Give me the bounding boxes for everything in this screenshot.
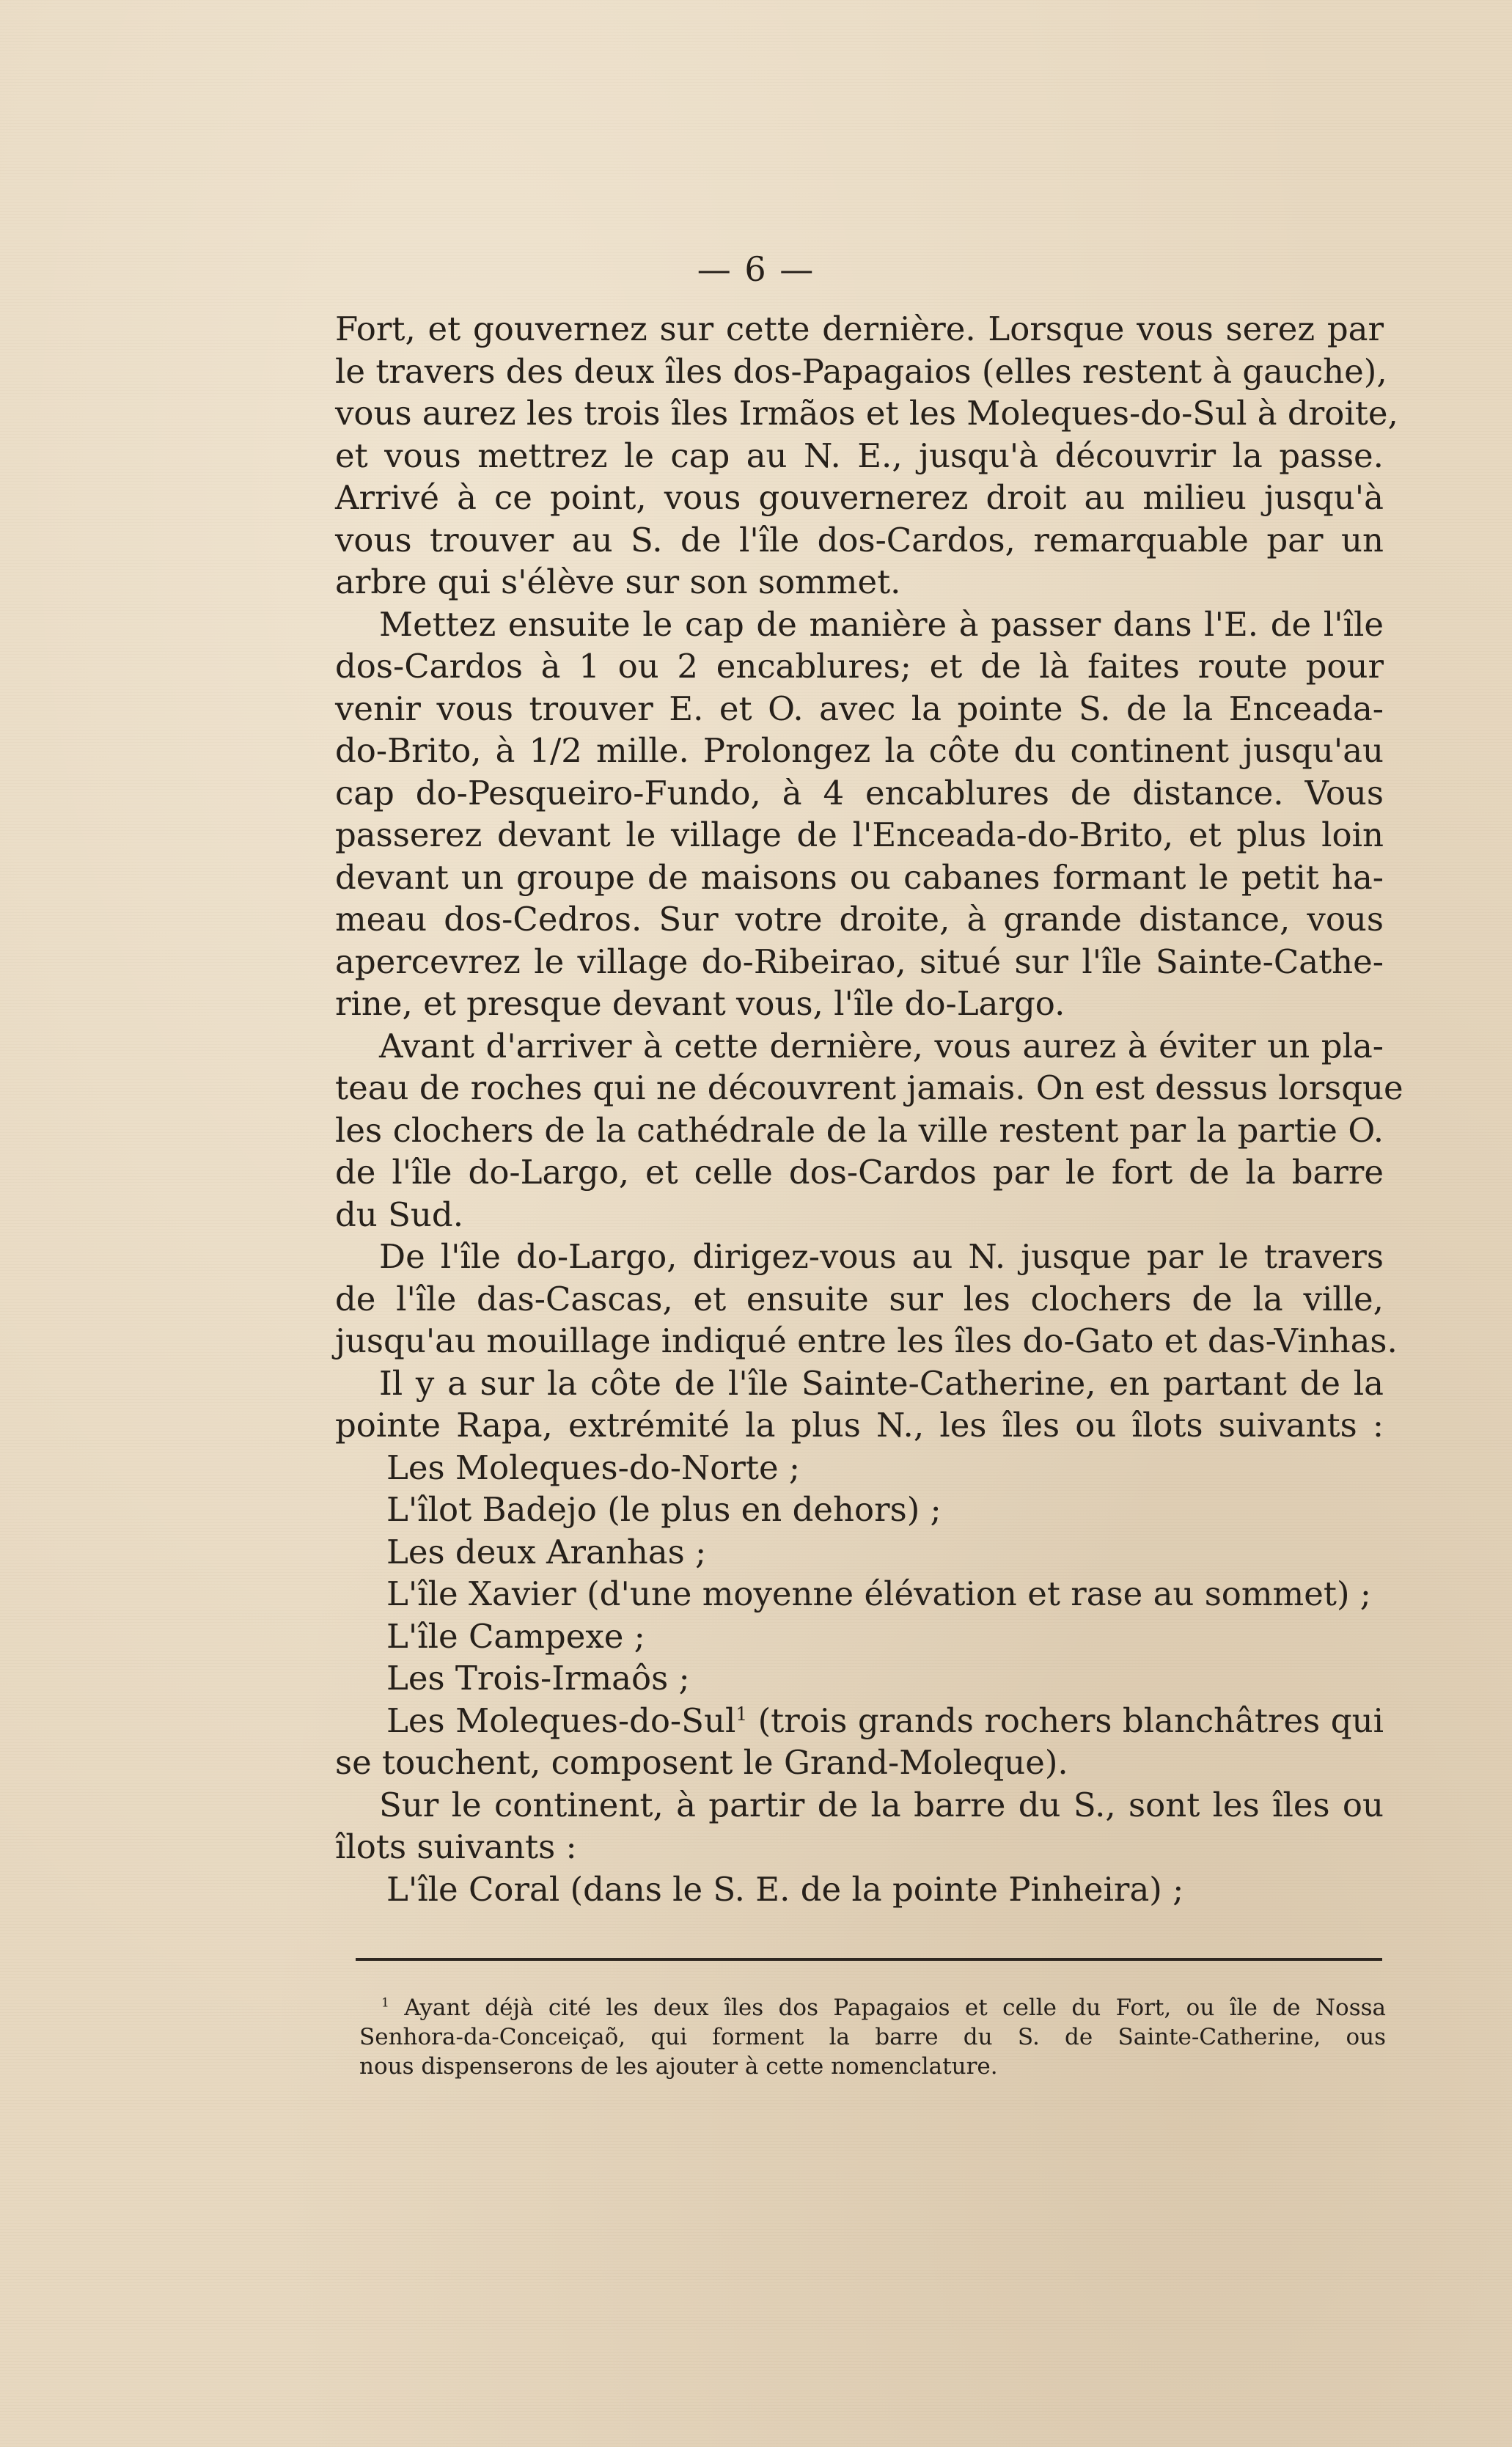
body-line: cap do-Pesqueiro-Fundo, à 4 encablures de distance. Vous: [335, 773, 1384, 812]
body-line: se touchent, composent le Grand-Moleque).: [335, 1743, 1068, 1782]
body-line: teau de roches qui ne découvrent jamais. On est dessus lorsque: [335, 1068, 1403, 1107]
footnote-text: Ayant déjà cité les deux îles dos Papagaios et celle du Fort, ou île de Nossa: [404, 1995, 1386, 2021]
footnote-reference: 1: [735, 1703, 748, 1725]
body-line: pointe Rapa, extrémité la plus N., les îles ou îlots suivants :: [335, 1406, 1384, 1445]
body-line: vous trouver au S. de l'île dos-Cardos, remarquable par un: [335, 520, 1384, 560]
body-line: De l'île do-Largo, dirigez-vous au N. jusque par le travers: [379, 1237, 1384, 1276]
body-line: de l'île do-Largo, et celle dos-Cardos par le fort de la barre: [335, 1153, 1384, 1192]
footnote-line: Senhora-da-Conceiçaõ, qui forment la barre du S. de Sainte-Catherine, ous: [359, 2024, 1386, 2050]
list-item: L'île Campexe ;: [386, 1616, 645, 1656]
footnote-separator: [356, 1958, 1382, 1961]
body-line: jusqu'au mouillage indiqué entre les îles do-Gato et das-Vinhas.: [335, 1321, 1398, 1360]
body-line: Sur le continent, à partir de la barre du S., sont les îles ou: [379, 1785, 1384, 1824]
body-text: [335, 308, 1403, 1910]
body-line: vous aurez les trois îles Irmãos et les Moleques-do-Sul à droite,: [335, 394, 1398, 433]
list-item: L'îlot Badejo (le plus en dehors) ;: [386, 1490, 942, 1529]
list-item: Les deux Aranhas ;: [386, 1532, 707, 1571]
body-line: venir vous trouver E. et O. avec la pointe S. de la Enceada-: [335, 689, 1384, 728]
list-item: L'île Coral (dans le S. E. de la pointe Pinheira) ;: [386, 1869, 1184, 1909]
list-item: Les Trois-Irmaôs ;: [386, 1659, 690, 1698]
body-line: arbre qui s'élève sur son sommet.: [335, 562, 901, 601]
footnote-line: nous dispenserons de les ajouter à cette nomenclature.: [359, 2053, 998, 2080]
body-line: de l'île das-Cascas, et ensuite sur les clochers de la ville,: [335, 1279, 1384, 1318]
body-line: Mettez ensuite le cap de manière à passer dans l'E. de l'île: [379, 604, 1384, 644]
body-line: le travers des deux îles dos-Papagaios (elles restent à gauche),: [335, 351, 1387, 391]
body-line: meau dos-Cedros. Sur votre droite, à grande distance, vous: [335, 900, 1384, 939]
footnote: [359, 1993, 1386, 2081]
body-line: du Sud.: [335, 1195, 464, 1234]
page-number: — 6 —: [697, 249, 815, 289]
body-line: dos-Cardos à 1 ou 2 encablures; et de là faites route pour: [335, 647, 1384, 686]
body-line: rine, et presque devant vous, l'île do-Largo.: [335, 984, 1065, 1023]
body-line: Avant d'arriver à cette dernière, vous aurez à éviter un pla-: [379, 1026, 1384, 1065]
body-line: devant un groupe de maisons ou cabanes formant le petit ha-: [335, 857, 1384, 897]
body-line: Fort, et gouvernez sur cette dernière. Lorsque vous serez par: [335, 309, 1384, 348]
body-line: Arrivé à ce point, vous gouvernerez droit au milieu jusqu'à: [335, 478, 1384, 517]
list-item: Les Moleques-do-Norte ;: [386, 1448, 801, 1487]
body-line: do-Brito, à 1/2 mille. Prolongez la côte du continent jusqu'au: [335, 731, 1384, 770]
list-item: [335, 1700, 1384, 1742]
footnote-line: [359, 1993, 1386, 2022]
body-line: les clochers de la cathédrale de la ville restent par la partie O.: [335, 1110, 1384, 1150]
body-line: apercevrez le village do-Ribeirao, situé sur l'île Sainte-Cathe-: [335, 942, 1384, 981]
list-item-rest: (trois grands rochers blanchâtres qui: [757, 1701, 1384, 1740]
list-item: L'île Xavier (d'une moyenne élévation et rase au sommet) ;: [386, 1574, 1371, 1613]
list-item-label: Les Moleques-do-Sul: [386, 1701, 736, 1740]
body-line: passerez devant le village de l'Enceada-do-Brito, et plus loin: [335, 815, 1384, 854]
body-line: Il y a sur la côte de l'île Sainte-Catherine, en partant de la: [379, 1363, 1384, 1403]
body-line: et vous mettrez le cap au N. E., jusqu'à découvrir la passe.: [335, 436, 1384, 475]
body-line: îlots suivants :: [335, 1827, 577, 1866]
footnote-marker: 1: [381, 1995, 389, 2011]
